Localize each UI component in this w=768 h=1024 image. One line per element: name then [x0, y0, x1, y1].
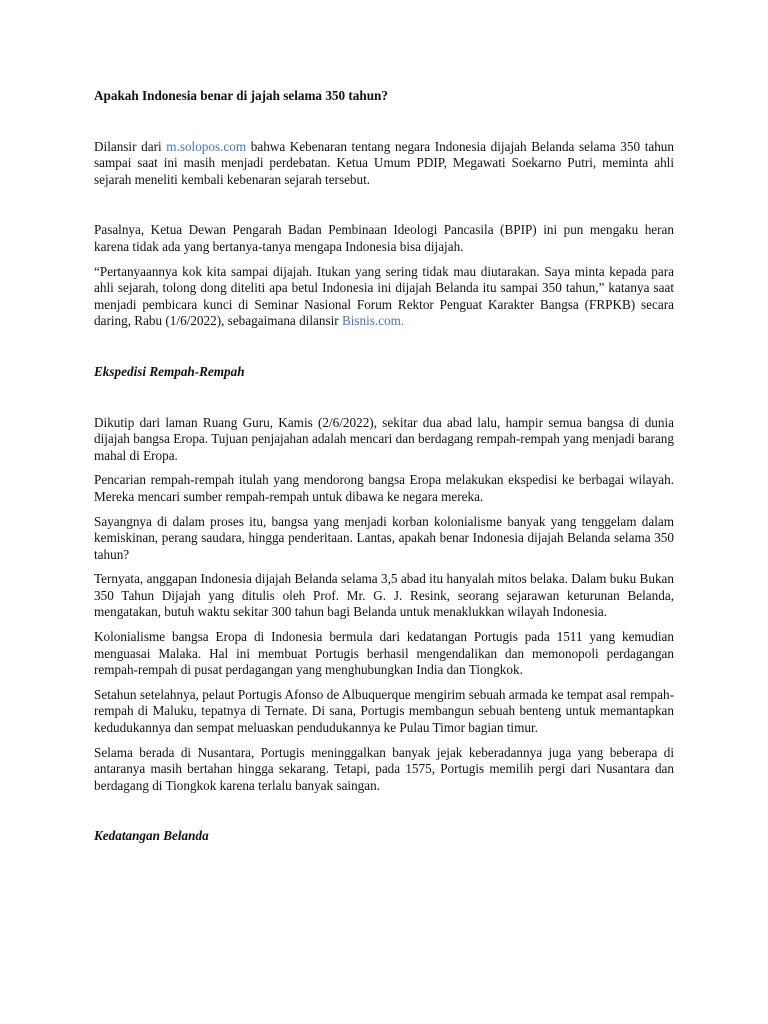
section-heading-belanda: Kedatangan Belanda: [94, 828, 209, 844]
paragraph-intro-text-1: Dilansir dari: [94, 138, 167, 154]
link-solopos[interactable]: m.solopos.com: [166, 138, 247, 154]
paragraph-intro-text-2: bahwa Kebenaran tentang negara Indonesia dijajah Belanda selama 350 tahun sampai saat ini masih menjadi perdebatan. Ketua Umum PDIP, Megawati Soekarno Putri, meminta ahli sejarah meneliti kembali kebenaran sejarah tersebut.: [94, 138, 674, 187]
paragraph-quote: [94, 264, 674, 330]
paragraph-sayangnya: Sayangnya di dalam proses itu, bangsa yang menjadi korban kolonialisme banyak yang tenggelam dalam kemiskinan, perang saudara, hingga penderitaan. Lantas, apakah benar Indonesia dijajah Belanda selama 350 tahun?: [94, 513, 674, 562]
paragraph-intro: [94, 139, 674, 189]
document-title: Apakah Indonesia benar di jajah selama 350 tahun?: [94, 88, 388, 103]
paragraph-pencarian: Pencarian rempah-rempah itulah yang mendorong bangsa Eropa melakukan ekspedisi ke berbagai wilayah. Mereka mencari sumber rempah-rempah untuk dibawa ke negara mereka.: [94, 472, 674, 504]
link-bisnis[interactable]: Bisnis.com.: [341, 313, 405, 329]
section-heading-ekspedisi: Ekspedisi Rempah-Rempah: [94, 363, 245, 379]
paragraph-bpip: Pasalnya, Ketua Dewan Pengarah Badan Pembinaan Ideologi Pancasila (BPIP) ini pun mengaku heran karena tidak ada yang bertanya-tanya mengapa Indonesia bisa dijajah.: [94, 222, 674, 254]
paragraph-selama: Selama berada di Nusantara, Portugis meninggalkan banyak jejak keberadannya juga yang beberapa di antaranya masih bertahan hingga sekarang. Tetapi, pada 1575, Portugis memilih pergi dari Nusantara dan berdagang di Tiongkok karena terlalu banyak saingan.: [94, 744, 674, 793]
paragraph-ternyata: Ternyata, anggapan Indonesia dijajah Belanda selama 3,5 abad itu hanyalah mitos belaka. Dalam buku Bukan 350 Tahun Dijajah yang ditulis oleh Prof. Mr. G. J. Resink, seorang sejarawan keturunan Belanda, mengatakan, butuh waktu sekitar 300 tahun bagi Belanda untuk menaklukkan wilayah Indonesia.: [94, 571, 674, 620]
paragraph-kolonialisme: Kolonialisme bangsa Eropa di Indonesia bermula dari kedatangan Portugis pada 1511 yang kemudian menguasai Malaka. Hal ini membuat Portugis berhasil mengendalikan dan memonopoli perdagangan rempah-rempah di pusat perdagangan yang menghubungkan India dan Tiongkok.: [94, 629, 674, 678]
paragraph-quote-text: “Pertanyaannya kok kita sampai dijajah. Itukan yang sering tidak mau diutarakan. Saya minta kepada para ahli sejarah, tolong dong diteliti apa betul Indonesia ini dijajah Belanda itu sampai 350 tahun,” katanya saat menjadi pembicara kunci di Seminar Nasional Forum Rektor Penguat Karakter Bangsa (FRPKB) secara daring, Rabu (1/6/2022), sebagaimana dilansir: [94, 263, 674, 329]
document-body: [94, 88, 674, 845]
paragraph-ruang-guru: Dikutip dari laman Ruang Guru, Kamis (2/6/2022), sekitar dua abad lalu, hampir semua bangsa di dunia dijajah bangsa Eropa. Tujuan penjajahan adalah mencari dan berdagang rempah-rempah yang menjadi barang mahal di Eropa.: [94, 414, 674, 463]
paragraph-setahun: Setahun setelahnya, pelaut Portugis Afonso de Albuquerque mengirim sebuah armada ke tempat asal rempah-rempah di Maluku, tepatnya di Ternate. Di sana, Portugis membangun sebuah benteng untuk memantapkan kedudukannya dan sempat meluaskan pendudukannya ke Pulau Timor bagian timur.: [94, 686, 674, 736]
